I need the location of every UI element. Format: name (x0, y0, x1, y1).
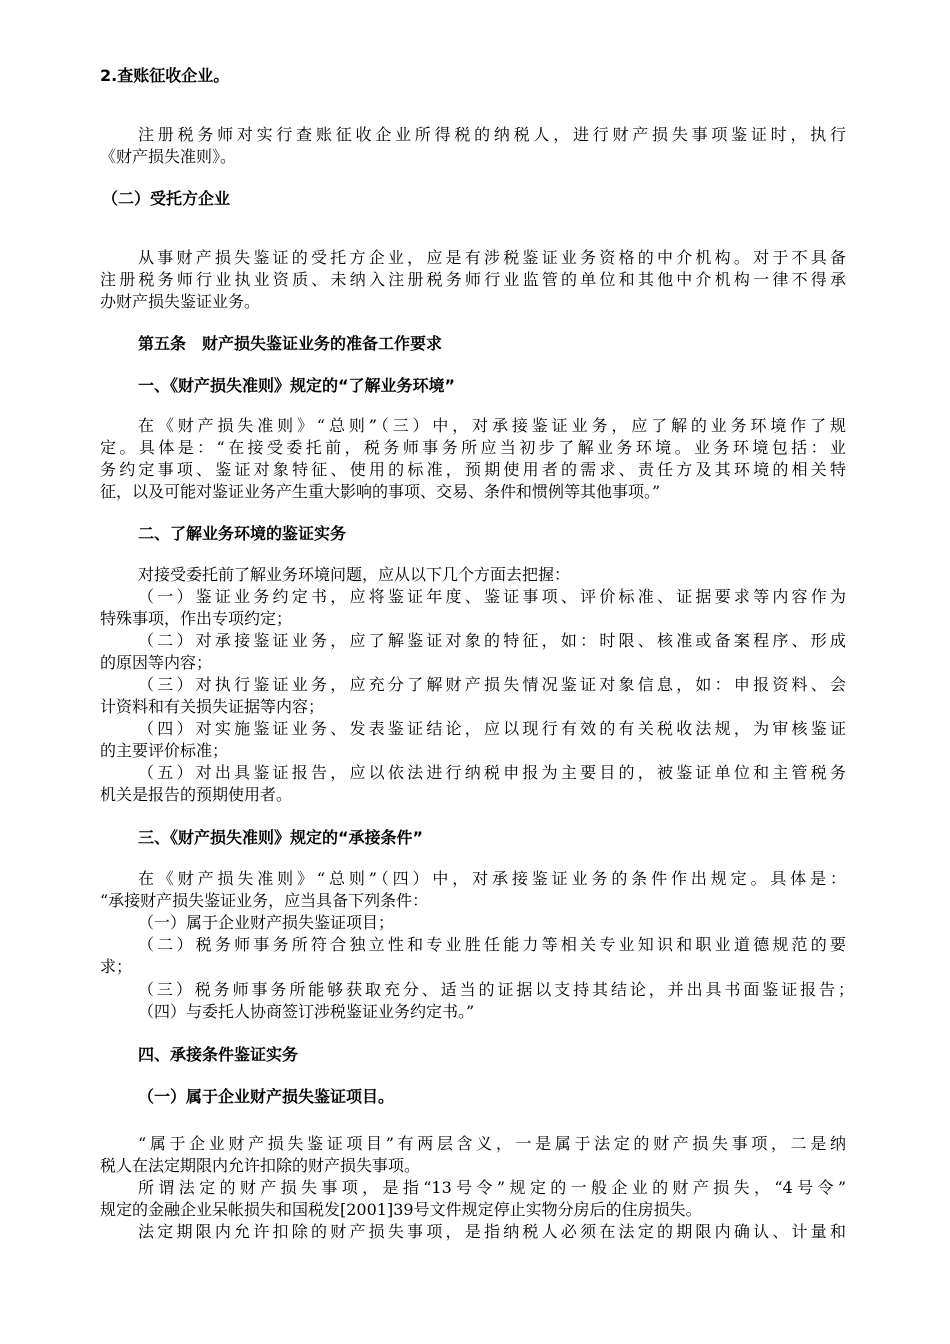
list-item-line: 机关是报告的预期使用者。 (100, 785, 293, 804)
section-heading-audit-collection: 2.查账征收企业。 (100, 66, 230, 85)
list-item-line: （三）对执行鉴证业务，应充分了解财产损失情况鉴证对象信息，如：申报资料、会 (138, 675, 846, 694)
list-item-line: （一）鉴证业务约定书，应将鉴证年度、鉴证事项、评价标准、证据要求等内容作为 (138, 587, 846, 606)
article-heading: 第五条 财产损失鉴证业务的准备工作要求 (138, 334, 443, 353)
paragraph-line: 注册税务师对实行查账征收企业所得税的纳税人，进行财产损失事项鉴证时，执行 (138, 125, 846, 144)
sub-heading: （一）属于企业财产损失鉴证项目。 (138, 1087, 395, 1106)
paragraph-line: 法定期限内允许扣除的财产损失事项，是指纳税人必须在法定的期限内确认、计量和 (138, 1222, 846, 1241)
paragraph-line: 对接受委托前了解业务环境问题，应从以下几个方面去把握： (138, 565, 571, 584)
paragraph-line: 规定的金融企业呆帐损失和国税发[2001]39号文件规定停止实物分房后的住房损失。 (100, 1200, 702, 1219)
list-item-line: （二）对承接鉴证业务，应了解鉴证对象的特征，如：时限、核准或备案程序、形成 (138, 631, 846, 650)
paragraph-line: 征，以及可能对鉴证业务产生重大影响的事项、交易、条件和惯例等其他事项。” (100, 482, 661, 501)
list-item-line: 的原因等内容； (100, 653, 213, 672)
list-item-line: （二）税务师事务所符合独立性和专业胜任能力等相关专业知识和职业道德规范的要 (138, 935, 846, 954)
list-item-line: （四）对实施鉴证业务、发表鉴证结论，应以现行有效的有关税收法规，为审核鉴证 (138, 719, 846, 738)
list-item-line: 特殊事项，作出专项约定； (100, 609, 293, 628)
paragraph-line: 定。具体是：“在接受委托前，税务师事务所应当初步了解业务环境。业务环境包括：业 (100, 438, 846, 457)
paragraph-line: 税人在法定期限内允许扣除的财产损失事项。 (100, 1156, 421, 1175)
paragraph-line: “承接财产损失鉴证业务，应当具备下列条件： (100, 891, 429, 910)
paragraph-line: “属于企业财产损失鉴证项目”有两层含义，一是属于法定的财产损失事项，二是纳 (138, 1134, 846, 1153)
paragraph-line: 注册税务师行业执业资质、未纳入注册税务师行业监管的单位和其他中介机构一律不得承 (100, 270, 846, 289)
section-heading-trustee: （二）受托方企业 (102, 189, 231, 208)
part-heading-3: 三、《财产损失准则》规定的“承接条件” (138, 828, 424, 847)
paragraph-line: 所谓法定的财产损失事项，是指“13号令”规定的一般企业的财产损失，“4号令” (138, 1178, 846, 1197)
paragraph-line: 在《财产损失准则》“总则”（四）中，对承接鉴证业务的条件作出规定。具体是： (138, 869, 846, 888)
part-heading-1: 一、《财产损失准则》规定的“了解业务环境” (138, 376, 456, 395)
part-heading-4: 四、承接条件鉴证实务 (138, 1045, 299, 1064)
list-item-line: （四）与委托人协商签订涉税鉴证业务约定书。” (138, 1002, 475, 1021)
paragraph-line: 《财产损失准则》。 (100, 147, 237, 166)
list-item-line: 计资料和有关损失证据等内容； (100, 697, 325, 716)
paragraph-line: 务约定事项、鉴证对象特征、使用的标准，预期使用者的需求、责任方及其环境的相关特 (100, 460, 846, 479)
paragraph-line: 在《财产损失准则》“总则”（三）中，对承接鉴证业务，应了解的业务环境作了规 (138, 416, 846, 435)
list-item-line: 的主要评价标准； (100, 741, 229, 760)
document-page (100, 0, 852, 1344)
list-item-line: 求； (100, 957, 133, 976)
paragraph-line: 办财产损失鉴证业务。 (100, 292, 261, 311)
paragraph-line: 从事财产损失鉴证的受托方企业，应是有涉税鉴证业务资格的中介机构。对于不具备 (138, 248, 846, 267)
list-item-line: （三）税务师事务所能够获取充分、适当的证据以支持其结论，并出具书面鉴证报告； (138, 980, 854, 999)
list-item-line: （一）属于企业财产损失鉴证项目； (138, 913, 395, 932)
list-item-line: （五）对出具鉴证报告，应以依法进行纳税申报为主要目的，被鉴证单位和主管税务 (138, 763, 846, 782)
part-heading-2: 二、了解业务环境的鉴证实务 (138, 524, 347, 543)
